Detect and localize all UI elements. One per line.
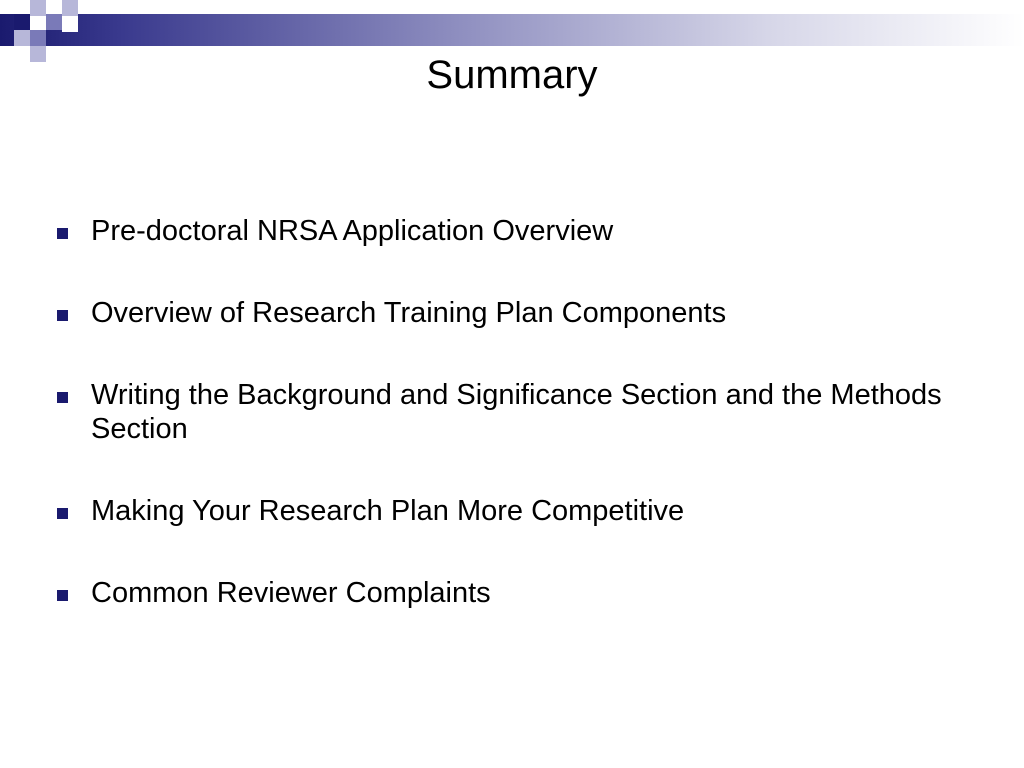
bullet-item [54,296,974,330]
decor-square [14,30,30,46]
bullet-text: Making Your Research Plan More Competitive [91,495,685,527]
bullet-text: Overview of Research Training Plan Components [91,297,727,329]
slide-title: Summary [426,53,598,97]
decor-square [46,14,62,30]
decor-square [62,16,78,32]
decor-square [62,0,78,16]
square-bullet-icon [57,228,68,239]
header-gradient-bar [0,14,1024,46]
square-bullet-icon [57,508,68,519]
bullet-item [54,214,974,248]
bullet-item [54,576,974,610]
square-bullet-icon [57,310,68,321]
bullet-list [54,214,974,658]
bullet-text: Pre-doctoral NRSA Application Overview [91,215,614,247]
bullet-text: Common Reviewer Complaints [91,577,491,609]
square-bullet-icon [57,590,68,601]
bullet-item [54,494,974,528]
bullet-item [54,378,974,446]
decor-square [14,14,30,30]
decor-square [30,30,46,46]
decor-square [0,0,14,14]
decor-square [30,0,46,16]
bullet-text: Writing the Background and Significance Section and the Methods Section [91,379,942,445]
square-bullet-icon [57,392,68,403]
